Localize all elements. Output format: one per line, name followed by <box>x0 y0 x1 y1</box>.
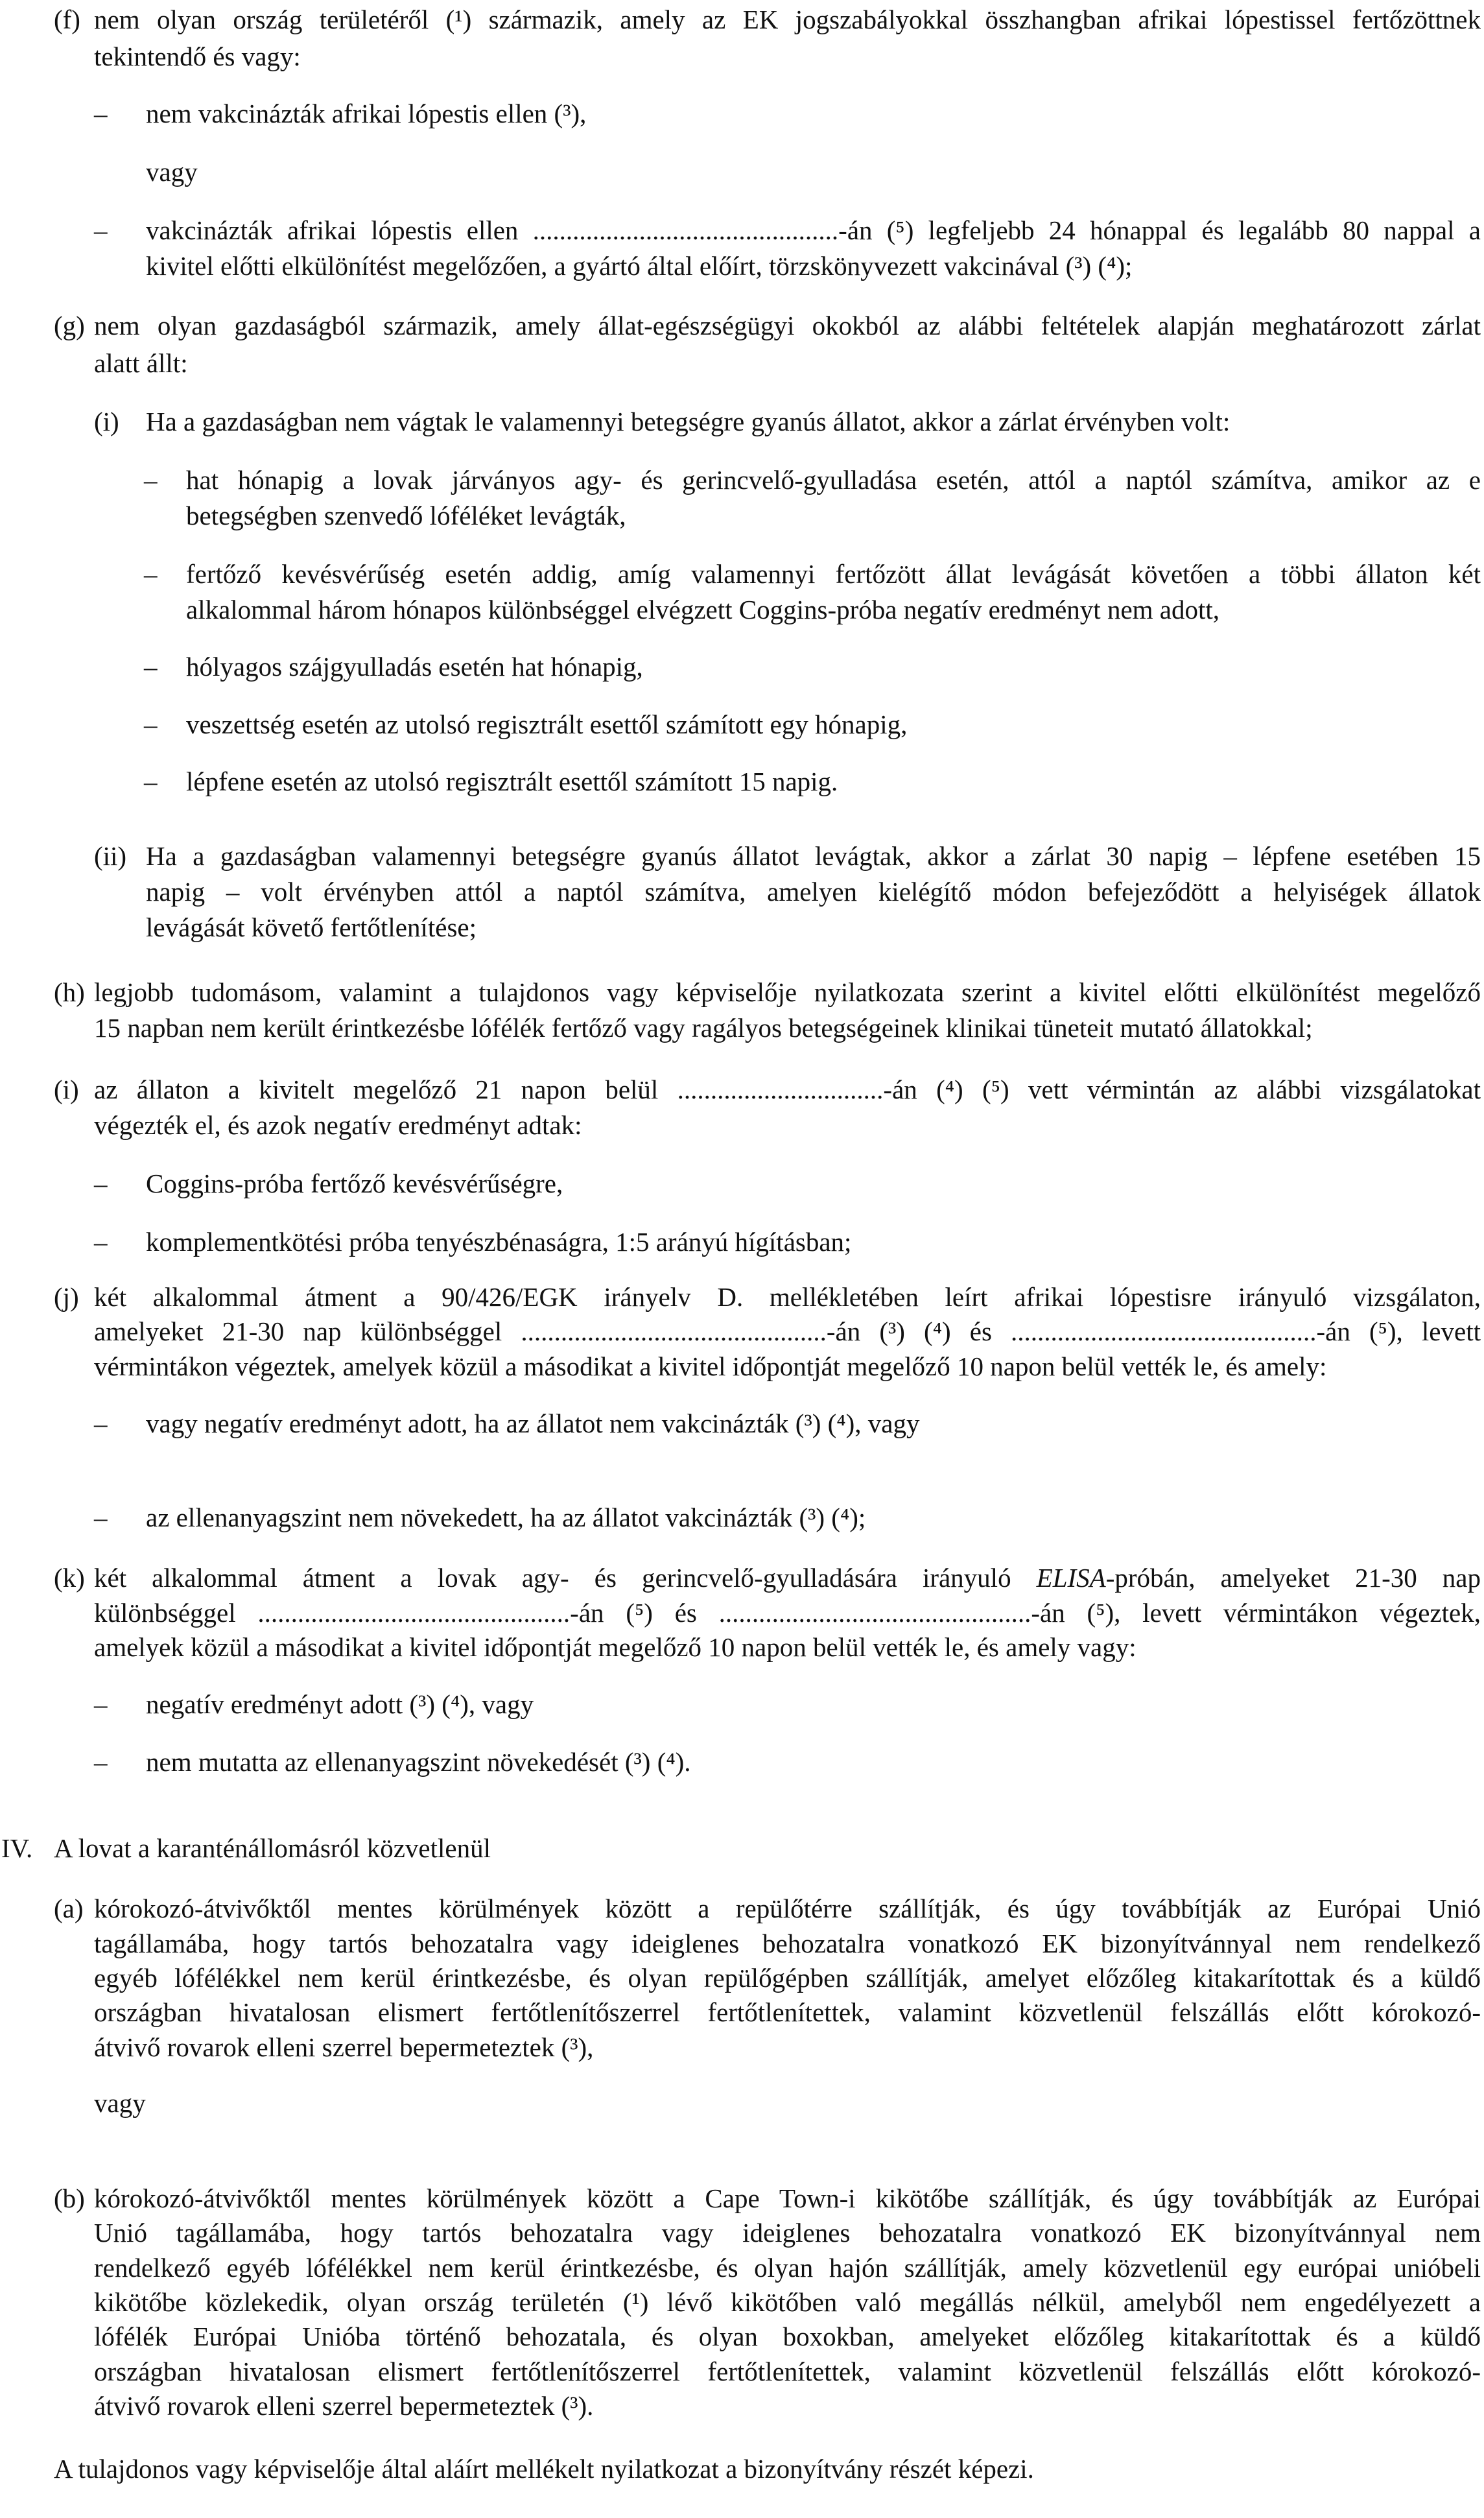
item-a-line: tagállamába, hogy tartós behozatalra vagy ideiglenes behozatalra vonatkozó EK bizonyítvánnyal nem rendelkező <box>94 1929 1481 1958</box>
section-label-iv: IV. <box>1 1833 33 1863</box>
dash-bullet: – <box>94 1169 108 1198</box>
dash-bullet: – <box>144 559 158 589</box>
item-i-test: Coggins-próba fertőző kevésvérűségre, <box>146 1169 563 1198</box>
item-label-a: (a) <box>54 1894 84 1923</box>
dash-bullet: – <box>144 709 158 739</box>
section-title: A lovat a karanténállomásról közvetlenül <box>54 1833 491 1863</box>
sub-item-line: alkalommal három hónapos különbséggel elvégzett Coggins-próba negatív eredményt nem adott, <box>186 595 1220 624</box>
item-j-line: két alkalommal átment a 90/426/EGK irányelv D. mellékletében leírt afrikai lópestisre irányuló vizsgálaton, <box>94 1282 1481 1312</box>
item-label-k: (k) <box>54 1563 85 1593</box>
item-j-line: amelyeket 21-30 nap különbséggel ..............................................-án (³) (⁴) és ..............................................-án (⁵), levett <box>94 1316 1481 1346</box>
item-b-line: kórokozó-átvivőktől mentes körülmények között a Cape Town-i kikötőbe szállítják, és úgy továbbítják az Európai <box>94 2183 1481 2213</box>
item-k-option: negatív eredményt adott (³) (⁴), vagy <box>146 1689 534 1719</box>
item-a-line: átvivő rovarok elleni szerrel bepermeteztek (³), <box>94 2032 594 2062</box>
dash-bullet: – <box>144 766 158 796</box>
dash-bullet: – <box>94 1408 108 1438</box>
item-a-line: egyéb lófélékkel nem kerül érintkezésbe, és olyan repülőgépben szállítják, amelyet előzőleg kitakarítottak és a küldő <box>94 1963 1481 1993</box>
item-i-test: komplementkötési próba tenyészbénaságra, 1:5 arányú hígításban; <box>146 1227 852 1257</box>
item-b-line: Unió tagállamába, hogy tartós behozatalra vagy ideiglenes behozatalra vonatkozó EK bizonyítvánnyal nem <box>94 2218 1481 2248</box>
sub-label-ii: (ii) <box>94 841 127 871</box>
dash-bullet: – <box>94 1689 108 1719</box>
item-j-option: az ellenanyagszint nem növekedett, ha az állatot vakcinázták (³) (⁴); <box>146 1502 866 1532</box>
dash-bullet: – <box>94 99 108 128</box>
item-label-b: (b) <box>54 2183 85 2213</box>
sub-item-ii: levágását követő fertőtlenítése; <box>146 912 477 942</box>
item-b-line: országban hivatalosan elismert fertőtlenítőszerrel fertőtlenítettek, valamint közvetlenül felszállás előtt kórokozó- <box>94 2357 1481 2386</box>
dash-bullet: – <box>94 1502 108 1532</box>
item-h-line: legjobb tudomásom, valamint a tulajdonos vagy képviselője nyilatkozata szerint a kivitel előtti elkülönítést megelőző <box>94 977 1481 1007</box>
footer-note: A tulajdonos vagy képviselője által aláírt mellékelt nyilatkozat a bizonyítvány részét képezi. <box>54 2454 1034 2484</box>
item-label-i: (i) <box>54 1075 79 1104</box>
item-b-line: lófélék Európai Unióba történő behozatala, és olyan boxokban, amelyeket előzőleg kitakarítottak és a küldő <box>94 2322 1481 2351</box>
or-text: vagy <box>94 2088 146 2118</box>
item-f-option: nem vakcinázták afrikai lópestis ellen (³), <box>146 99 587 128</box>
item-f-line: nem olyan ország területéről (¹) származik, amely az EK jogszabályokkal összhangban afrikai lópestissel fertőzöttnek <box>94 5 1481 34</box>
sub-item-ii: napig – volt érvényben attól a naptól számítva, amelyen kielégítő módon befejeződött a helyiségek állatok <box>146 877 1481 907</box>
item-k-text: -próbán, amelyeket 21-30 nap <box>1105 1563 1481 1593</box>
sub-label-i: (i) <box>94 407 119 436</box>
sub-item-i: Ha a gazdaságban nem vágtak le valamennyi betegségre gyanús állatot, akkor a zárlat érvényben volt: <box>146 407 1231 436</box>
item-label-f: (f) <box>54 5 80 34</box>
item-j-option: vagy negatív eredményt adott, ha az állatot nem vakcinázták (³) (⁴), vagy <box>146 1408 920 1438</box>
item-i-line: végezték el, és azok negatív eredményt adtak: <box>94 1110 582 1140</box>
dash-bullet: – <box>94 1747 108 1777</box>
item-f-option: vakcinázták afrikai lópestis ellen ..............................................-án (⁵) legfeljebb 24 hónappal és legalább 80 nappal a <box>146 215 1481 245</box>
item-label-h: (h) <box>54 977 85 1007</box>
elisa-term: ELISA <box>1036 1563 1106 1593</box>
item-label-j: (j) <box>54 1282 79 1312</box>
item-b-line: átvivő rovarok elleni szerrel bepermeteztek (³). <box>94 2391 594 2421</box>
sub-item-line: betegségben szenvedő lóféléket levágták, <box>186 501 626 530</box>
dash-bullet: – <box>144 465 158 495</box>
item-k-text: két alkalommal átment a lovak agy- és gerincvelő-gyulladására irányuló <box>94 1563 1037 1593</box>
item-k-line: amelyek közül a másodikat a kivitel időpontját megelőző 10 napon belül vették le, és amely vagy: <box>94 1632 1137 1662</box>
item-a-line: kórokozó-átvivőktől mentes körülmények között a repülőtérre szállítják, és úgy továbbítják az Európai Unió <box>94 1894 1481 1923</box>
item-a-line: országban hivatalosan elismert fertőtlenítőszerrel fertőtlenítettek, valamint közvetlenül felszállás előtt kórokozó- <box>94 1997 1481 2027</box>
item-f-line: tekintendő és vagy: <box>94 42 301 71</box>
item-j-line: vérmintákon végeztek, amelyek közül a másodikat a kivitel időpontját megelőző 10 napon belül vették le, és amely: <box>94 1351 1327 1381</box>
sub-item-ii: Ha a gazdaságban valamennyi betegségre gyanús állatot levágtak, akkor a zárlat 30 napig – lépfene esetében 15 <box>146 841 1481 871</box>
sub-item-line: veszettség esetén az utolsó regisztrált esettől számított egy hónapig, <box>186 709 908 739</box>
or-text: vagy <box>146 157 198 187</box>
item-h-line: 15 napban nem került érintkezésbe lófélék fertőző vagy ragályos betegségeinek klinikai tüneteit mutató állatokkal; <box>94 1013 1313 1043</box>
sub-item-line: fertőző kevésvérűség esetén addig, amíg valamennyi fertőzött állat levágását követően a többi állaton két <box>186 559 1481 589</box>
item-b-line: rendelkező egyéb lófélékkel nem kerül érintkezésbe, és olyan hajón szállítják, amely közvetlenül egy európai unióbeli <box>94 2253 1481 2283</box>
item-k-line <box>94 1565 1481 1591</box>
dash-bullet: – <box>144 652 158 682</box>
dash-bullet: – <box>94 1227 108 1257</box>
sub-item-line: lépfene esetén az utolsó regisztrált esettől számított 15 napig. <box>186 766 838 796</box>
item-label-g: (g) <box>54 311 85 340</box>
item-g-line: alatt állt: <box>94 348 188 378</box>
dash-bullet: – <box>94 215 108 245</box>
item-i-line: az állaton a kivitelt megelőző 21 napon belül ...............................-án (⁴) (⁵) vett vérmintán az alábbi vizsgálatokat <box>94 1075 1481 1104</box>
item-k-line: különbséggel ...............................................-án (⁵) és ...............................................-án (⁵), levett vérmintákon végeztek, <box>94 1598 1481 1628</box>
item-f-option: kivitel előtti elkülönítést megelőzően, a gyártó által előírt, törzskönyvezett vakcinával (³) (⁴); <box>146 251 1133 281</box>
sub-item-line: hólyagos szájgyulladás esetén hat hónapig, <box>186 652 643 682</box>
item-b-line: kikötőbe közlekedik, olyan ország területén (¹) lévő kikötőben való megállás nélkül, amelyből nem engedélyezett a <box>94 2287 1481 2317</box>
sub-item-line: hat hónapig a lovak járványos agy- és gerincvelő-gyulladása esetén, attól a naptól számítva, amikor az e <box>186 465 1481 495</box>
item-k-option: nem mutatta az ellenanyagszint növekedését (³) (⁴). <box>146 1747 691 1777</box>
item-g-line: nem olyan gazdaságból származik, amely állat-egészségügyi okokból az alábbi feltételek alapján meghatározott zárlat <box>94 311 1481 340</box>
